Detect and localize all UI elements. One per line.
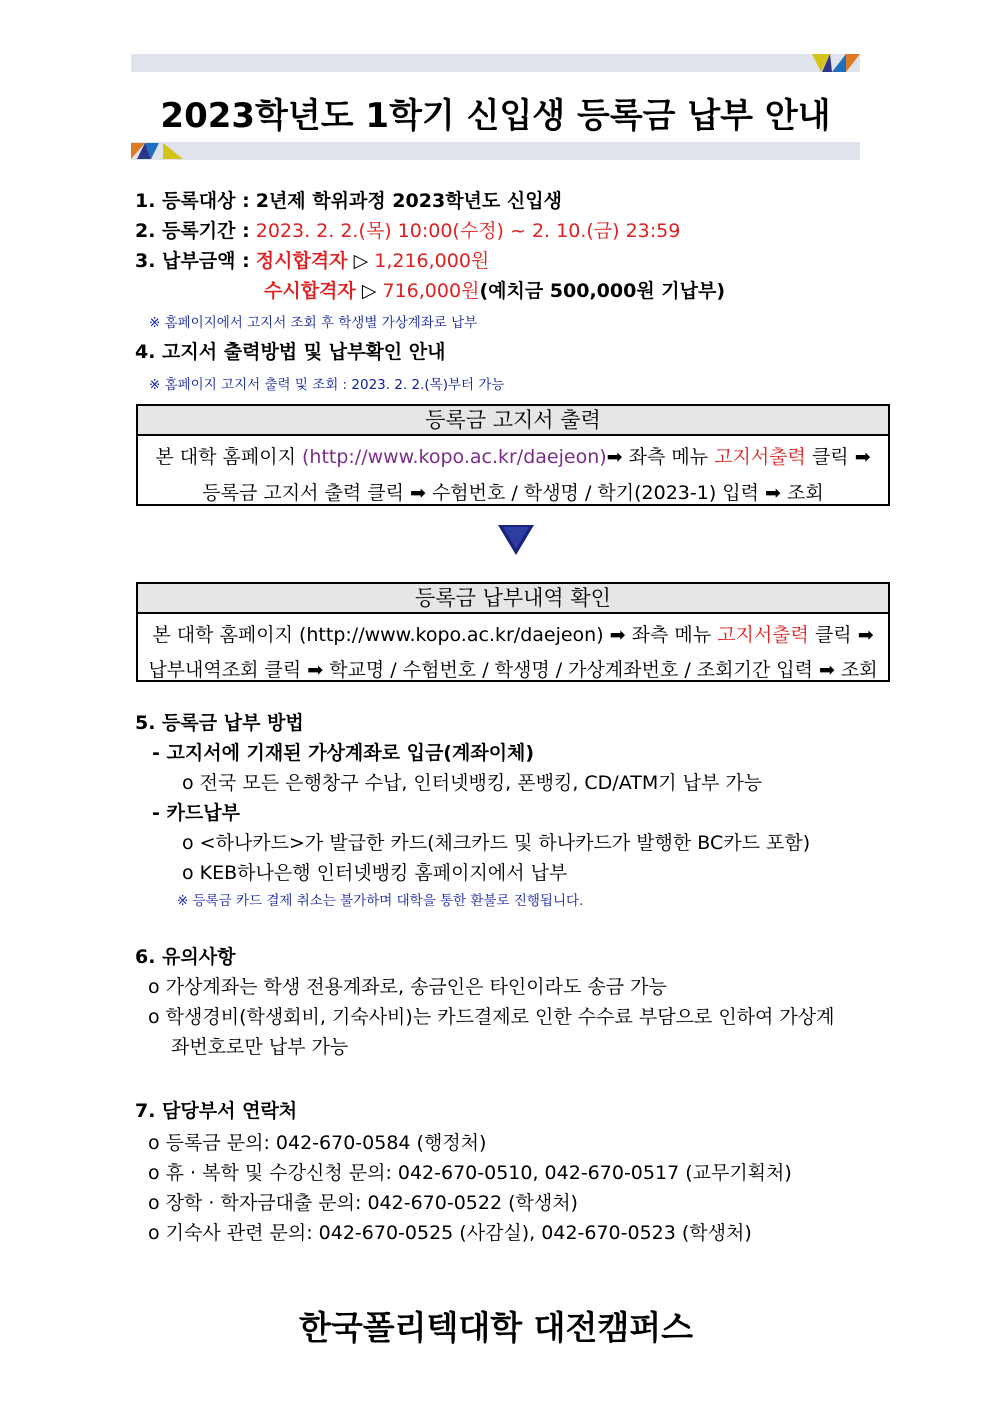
homepage-url-link[interactable]: (http://www.kopo.ac.kr/daejeon)	[301, 446, 607, 468]
payment-menu-label: 고지서출력	[717, 624, 809, 646]
invoice-line1-text-b: ➡ 좌측 메뉴	[606, 446, 715, 468]
item-payment-amount	[135, 246, 489, 273]
section-5-sub2-item2: o KEB하나은행 인터넷뱅킹 홈페이지에서 납부	[182, 862, 568, 884]
payment-line1-text-c: 클릭 ➡	[808, 624, 874, 646]
contact-academic: o 휴 · 복학 및 수강신청 문의: 042-670-0510, 042-670-0517 (교무기획처)	[148, 1162, 792, 1184]
invoice-print-line-1	[138, 442, 888, 469]
section-6-item2-line2: 좌번호로만 납부 가능	[171, 1036, 349, 1058]
invoice-print-line-2: 등록금 고지서 출력 클릭 ➡ 수험번호 / 학생명 / 학기(2023-1) 입력 ➡ 조회	[202, 482, 824, 504]
section-5-note: ※ 등록금 카드 결제 취소는 불가하며 대학을 통한 환불로 진행됩니다.	[177, 893, 584, 909]
invoice-line1-text-c: 클릭 ➡	[805, 446, 871, 468]
item-registration-period	[135, 216, 680, 243]
item-invoice-guide: 4. 고지서 출력방법 및 납부확인 안내	[135, 341, 446, 363]
section-7-title: 7. 담당부서 연락처	[135, 1100, 298, 1122]
section-5-sub1-item: o 전국 모든 은행창구 수납, 인터넷뱅킹, 폰뱅킹, CD/ATM기 납부 가능	[182, 772, 763, 794]
invoice-line1-text-a: 본 대학 홈페이지	[155, 446, 302, 468]
regular-amount: 1,216,000원	[374, 250, 490, 272]
payment-line1-text-a: 본 대학 홈페이지 (http://www.kopo.ac.kr/daejeon) ➡ 좌측 메뉴	[152, 624, 718, 646]
early-arrow: ▷	[361, 280, 377, 302]
section-5-sub2-item1: o <하나카드>가 발급한 카드(체크카드 및 하나카드가 발행한 BC카드 포함)	[182, 832, 811, 854]
item-2-value: 2023. 2. 2.(목) 10:00(수정) ~ 2. 10.(금) 23:59	[255, 220, 681, 242]
payment-check-header: 등록금 납부내역 확인	[138, 584, 888, 614]
invoice-print-header: 등록금 고지서 출력	[138, 406, 888, 436]
section-6-item2-line1: o 학생경비(학생회비, 기숙사비)는 카드결제로 인한 수수료 부담으로 인하여 가상계	[148, 1006, 835, 1028]
payment-check-line-1	[138, 620, 888, 647]
note-invoice-date: ※ 홈페이지 고지서 출력 및 조회 : 2023. 2. 2.(목)부터 가능	[149, 377, 505, 393]
contact-scholarship: o 장학 · 학자금대출 문의: 042-670-0522 (학생처)	[148, 1192, 578, 1214]
payment-check-line-2: 납부내역조회 클릭 ➡ 학교명 / 수험번호 / 학생명 / 가상계좌번호 / 조회기간 입력 ➡ 조회	[148, 659, 878, 681]
title-decor-bar	[131, 142, 860, 160]
early-admission-label: 수시합격자	[264, 280, 356, 302]
bottom-corner-triangles-icon	[131, 141, 187, 161]
section-5-title: 5. 등록금 납부 방법	[135, 712, 304, 734]
contact-dormitory: o 기숙사 관련 문의: 042-670-0525 (사감실), 042-670-0523 (학생처)	[148, 1222, 752, 1244]
contact-tuition: o 등록금 문의: 042-670-0584 (행정처)	[148, 1132, 487, 1154]
note-virtual-account: ※ 홈페이지에서 고지서 조회 후 학생별 가상계좌로 납부	[149, 315, 478, 331]
section-6-title: 6. 유의사항	[135, 946, 236, 968]
payment-check-box	[136, 582, 890, 682]
top-decor-bar	[131, 54, 860, 72]
invoice-print-box	[136, 404, 890, 506]
top-corner-triangles-icon	[808, 52, 862, 74]
section-5-sub2: - 카드납부	[152, 802, 240, 824]
section-5-sub1: - 고지서에 기재된 가상계좌로 입금(계좌이체)	[152, 742, 535, 764]
item-2-label: 2. 등록기간 :	[135, 220, 250, 242]
early-amount: 716,000원	[382, 280, 480, 302]
section-6-item1: o 가상계좌는 학생 전용계좌로, 송금인은 타인이라도 송금 가능	[148, 976, 667, 998]
invoice-menu-label: 고지서출력	[714, 446, 806, 468]
item-registration-target	[135, 186, 562, 213]
item-payment-amount-row2	[264, 276, 725, 303]
institution-name: 한국폴리텍대학 대전캠퍼스	[298, 1308, 694, 1347]
regular-admission-label: 정시합격자	[255, 250, 348, 272]
regular-arrow: ▷	[353, 250, 369, 272]
down-arrow-icon	[497, 524, 535, 556]
item-1-label: 1. 등록대상 :	[135, 190, 250, 212]
early-deposit-note: (예치금 500,000원 기납부)	[479, 280, 726, 302]
item-1-value: 2년제 학위과정 2023학년도 신입생	[255, 190, 562, 212]
item-3-label: 3. 납부금액 :	[135, 250, 250, 272]
page-title: 2023학년도 1학기 신입생 등록금 납부 안내	[160, 96, 831, 136]
